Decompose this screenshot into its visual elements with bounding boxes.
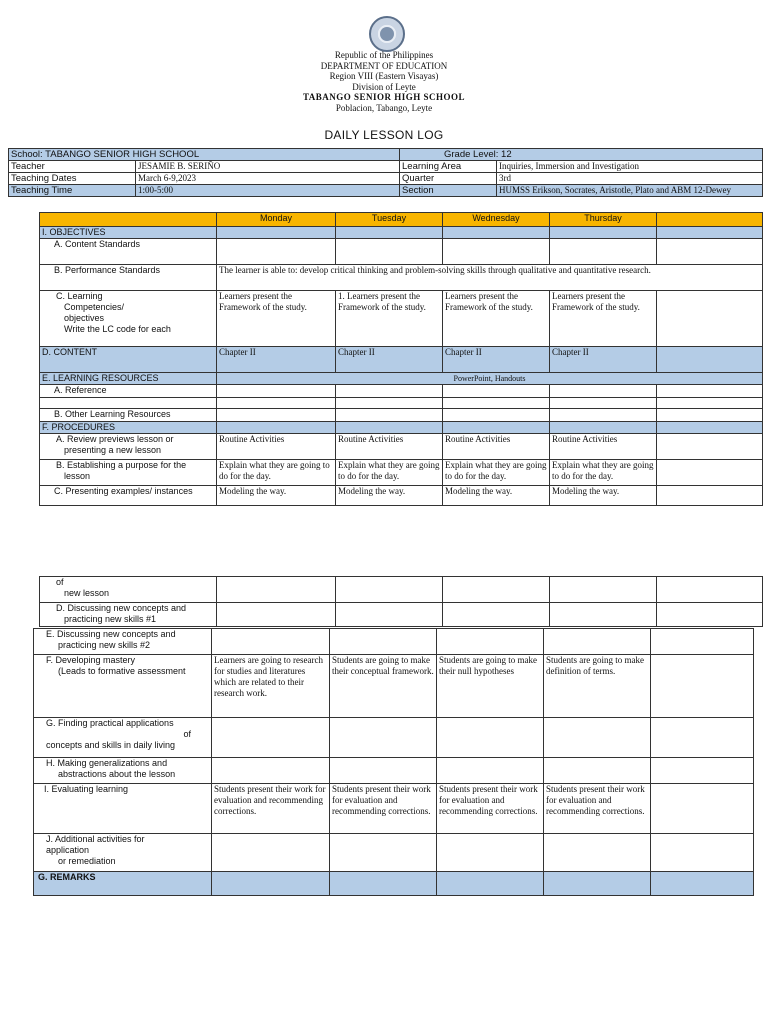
purpose-monday: Explain what they are going to do for the day. (217, 460, 336, 486)
content-thursday: Chapter II (550, 347, 657, 373)
eval-monday: Students present their work for evaluation and recommending corrections. (212, 784, 330, 834)
grade-label: Grade Level: 12 (400, 149, 763, 161)
teacher-label: Teacher (9, 161, 136, 173)
school-address: Poblacion, Tabango, Leyte (335, 102, 433, 113)
section-objectives: I. OBJECTIVES (40, 227, 217, 239)
purpose-tuesday: Explain what they are going to do for the day. (336, 460, 443, 486)
section-label: Section (400, 185, 497, 197)
lc-tuesday: 1. Learners present the Framework of the study. (336, 291, 443, 347)
school-label: School: TABANGO SENIOR HIGH SCHOOL (9, 149, 400, 161)
letterhead (0, 50, 768, 113)
purpose-wednesday: Explain what they are going to do for the day. (443, 460, 550, 486)
info-table (8, 148, 763, 197)
area-label: Learning Area (400, 161, 497, 173)
eval-tuesday: Students present their work for evaluation and recommending corrections. (330, 784, 437, 834)
performance-standards-text: The learner is able to: develop critical thinking and problem-solving skills through qualitative and quantitative research. (217, 265, 763, 291)
practical-applications-label: G. Finding practical applications of concepts and skills in daily living (34, 718, 212, 758)
mastery-thursday: Students are going to make definition of terms. (544, 655, 651, 718)
section-value: HUMSS Erikson, Socrates, Aristotle, Plato and ABM 12-Dewey (497, 185, 763, 197)
reference-label: A. Reference (40, 385, 217, 398)
review-tuesday: Routine Activities (336, 434, 443, 460)
presenting-continued: of new lesson (40, 577, 217, 603)
content-wednesday: Chapter II (443, 347, 550, 373)
purpose-thursday: Explain what they are going to do for the day. (550, 460, 657, 486)
teacher-value: JESAMIE B. SERIÑO (136, 161, 400, 173)
letterhead-line: Division of Leyte (352, 81, 416, 92)
learning-competencies-label: C. Learning Competencies/ objectives Write the LC code for each (40, 291, 217, 347)
time-label: Teaching Time (9, 185, 136, 197)
review-wednesday: Routine Activities (443, 434, 550, 460)
discussing-skills-1-label: D. Discussing new concepts and practicing new skills #1 (40, 603, 217, 627)
school-name: TABANGO SENIOR HIGH SCHOOL (302, 92, 466, 102)
content-monday: Chapter II (217, 347, 336, 373)
developing-mastery-label: F. Developing mastery (Leads to formative assessment (34, 655, 212, 718)
quarter-value: 3rd (497, 173, 763, 185)
section-learning-resources: E. LEARNING RESOURCES (40, 373, 217, 385)
letterhead-line: Republic of the Philippines (334, 50, 434, 60)
lesson-table-procedures (33, 628, 754, 896)
content-standards-label: A. Content Standards (40, 239, 217, 265)
review-thursday: Routine Activities (550, 434, 657, 460)
lc-thursday: Learners present the Framework of the study. (550, 291, 657, 347)
presenting-wednesday: Modeling the way. (443, 486, 550, 506)
additional-activities-label: J. Additional activities for application or remediation (34, 834, 212, 872)
day-header: Monday (217, 213, 336, 227)
resources-value: PowerPoint, Handouts (217, 373, 763, 385)
lesson-table-continued (39, 576, 763, 627)
letterhead-line: DEPARTMENT OF EDUCATION (320, 60, 448, 71)
deped-seal (369, 16, 405, 52)
other-resources-label: B. Other Learning Resources (40, 409, 217, 422)
evaluating-learning-label: I. Evaluating learning (34, 784, 212, 834)
performance-standards-label: B. Performance Standards (40, 265, 217, 291)
review-monday: Routine Activities (217, 434, 336, 460)
eval-thursday: Students present their work for evaluation and recommending corrections. (544, 784, 651, 834)
content-tuesday: Chapter II (336, 347, 443, 373)
mastery-monday: Learners are going to research for studies and literatures which are related to their research work. (212, 655, 330, 718)
purpose-label: B. Establishing a purpose for the lesson (40, 460, 217, 486)
presenting-tuesday: Modeling the way. (336, 486, 443, 506)
mastery-tuesday: Students are going to make their conceptual framework. (330, 655, 437, 718)
section-procedures: F. PROCEDURES (40, 422, 217, 434)
area-value: Inquiries, Immersion and Investigation (497, 161, 763, 173)
presenting-thursday: Modeling the way. (550, 486, 657, 506)
letterhead-line: Region VIII (Eastern Visayas) (329, 71, 439, 81)
lesson-table (39, 212, 763, 506)
section-remarks: G. REMARKS (34, 872, 212, 896)
time-value: 1:00-5:00 (136, 185, 400, 197)
lc-monday: Learners present the Framework of the study. (217, 291, 336, 347)
day-header: Thursday (550, 213, 657, 227)
generalizations-label: H. Making generalizations and abstractions about the lesson (34, 758, 212, 784)
dates-label: Teaching Dates (9, 173, 136, 185)
document-title: DAILY LESSON LOG (324, 128, 444, 142)
quarter-label: Quarter (400, 173, 497, 185)
presenting-examples-label: C. Presenting examples/ instances (40, 486, 217, 506)
day-header: Wednesday (443, 213, 550, 227)
day-header: Tuesday (336, 213, 443, 227)
section-content: D. CONTENT (40, 347, 217, 373)
discussing-skills-2-label: E. Discussing new concepts and practicing new skills #2 (34, 629, 212, 655)
lc-wednesday: Learners present the Framework of the study. (443, 291, 550, 347)
mastery-wednesday: Students are going to make their null hypotheses (437, 655, 544, 718)
eval-wednesday: Students present their work for evaluation and recommending corrections. (437, 784, 544, 834)
presenting-monday: Modeling the way. (217, 486, 336, 506)
dates-value: March 6-9,2023 (136, 173, 400, 185)
review-lesson-label: A. Review previews lesson or presenting a new lesson (40, 434, 217, 460)
